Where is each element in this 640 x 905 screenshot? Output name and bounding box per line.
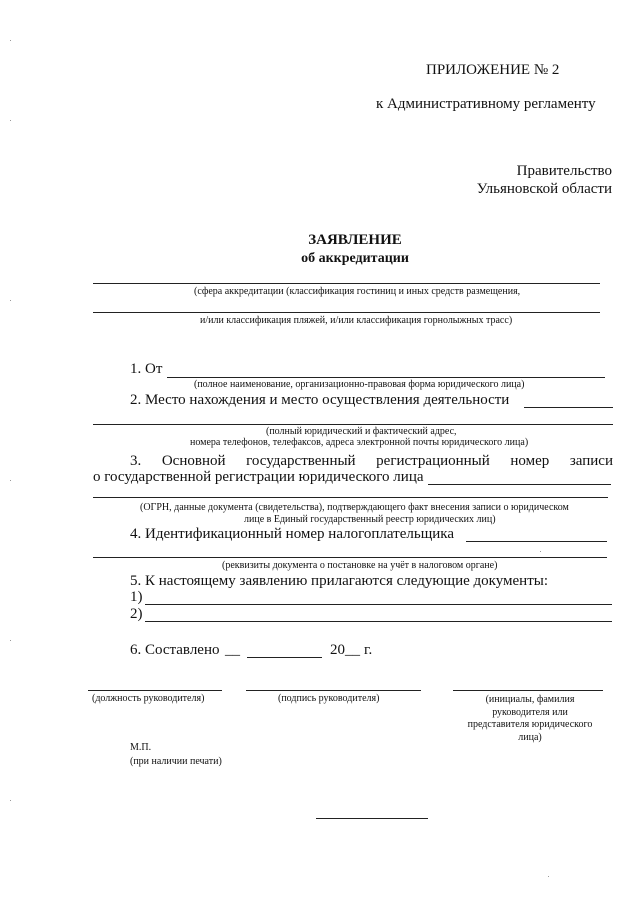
initials-caption-4: лица) xyxy=(518,732,542,743)
scan-dot xyxy=(10,40,11,41)
document-2-field[interactable] xyxy=(145,621,612,622)
ogrn-caption-1: (ОГРН, данные документа (свидетельства), подтверждающего факт внесения записи о юридическом xyxy=(140,502,569,513)
ogrn-label-1: 3. Основной государственный регистрационный номер записи xyxy=(130,453,613,469)
inn-field-2[interactable] xyxy=(93,557,607,558)
ogrn-field-1[interactable] xyxy=(428,484,611,485)
sphere-caption-1: (сфера аккредитации (классификация гостиниц и иных средств размещения, xyxy=(194,286,521,297)
appendix-number: ПРИЛОЖЕНИЕ № 2 xyxy=(426,62,560,78)
compiled-year-blank[interactable]: __ xyxy=(345,642,360,658)
ogrn-field-2[interactable] xyxy=(93,497,608,498)
ogrn-label-2: о государственной регистрации юридического лица xyxy=(93,469,424,485)
addressee-line-1: Правительство xyxy=(516,163,612,179)
signature-field[interactable] xyxy=(246,690,421,691)
ogrn-caption-2: лице в Единый государственный реестр юридических лиц) xyxy=(244,514,496,525)
documents-label: 5. К настоящему заявлению прилагаются следующие документы: xyxy=(130,573,549,589)
compiled-label: 6. Составлено xyxy=(130,642,220,658)
initials-field[interactable] xyxy=(453,690,603,691)
scan-dot xyxy=(10,300,11,301)
document-2-label: 2) xyxy=(130,606,143,622)
location-field-1[interactable] xyxy=(524,407,613,408)
footer-separator xyxy=(316,818,428,819)
document-subtitle: об аккредитации xyxy=(301,251,409,266)
stamp-condition: (при наличии печати) xyxy=(130,756,222,767)
sphere-field-line-1[interactable] xyxy=(93,283,600,284)
location-label: 2. Место нахождения и место осуществления деятельности xyxy=(130,392,510,408)
inn-label: 4. Идентификационный номер налогоплательщика xyxy=(130,526,455,542)
signature-caption: (подпись руководителя) xyxy=(278,693,380,704)
sphere-field-line-2[interactable] xyxy=(93,312,600,313)
regulation-reference: к Административному регламенту xyxy=(376,96,596,112)
scan-dot xyxy=(10,120,11,121)
document-1-label: 1) xyxy=(130,589,143,605)
location-field-2[interactable] xyxy=(93,424,613,425)
from-caption: (полное наименование, организационно-правовая форма юридического лица) xyxy=(194,379,525,390)
scan-dot xyxy=(548,876,549,877)
from-label: 1. От xyxy=(130,361,163,377)
from-field[interactable] xyxy=(167,377,605,378)
scan-dot xyxy=(10,480,11,481)
compiled-year-prefix: 20 xyxy=(330,642,345,658)
address-caption-2: номера телефонов, телефаксов, адреса электронной почты юридического лица) xyxy=(190,437,529,448)
stamp-label: М.П. xyxy=(130,742,152,753)
document-1-field[interactable] xyxy=(145,604,612,605)
initials-caption-2: руководителя или xyxy=(492,707,568,718)
scan-dot xyxy=(10,640,11,641)
scan-dot xyxy=(10,800,11,801)
compiled-year-suffix: г. xyxy=(364,642,373,658)
initials-caption-1: (инициалы, фамилия xyxy=(485,694,575,705)
position-field[interactable] xyxy=(88,690,222,691)
inn-caption: (реквизиты документа о постановке на учёт в налоговом органе) xyxy=(222,560,498,571)
scan-dot xyxy=(540,551,541,552)
compiled-day-blank[interactable]: __ xyxy=(225,642,240,658)
inn-field-1[interactable] xyxy=(466,541,607,542)
address-caption-1: (полный юридический и фактический адрес, xyxy=(266,426,457,437)
compiled-month-field[interactable] xyxy=(247,657,322,658)
sphere-caption-2: и/или классификация пляжей, и/или классификация горнолыжных трасс) xyxy=(200,315,513,326)
document-title: ЗАЯВЛЕНИЕ xyxy=(308,232,402,248)
addressee-line-2: Ульяновской области xyxy=(476,181,612,197)
initials-caption-3: представителя юридического xyxy=(467,719,593,730)
position-caption: (должность руководителя) xyxy=(92,693,205,704)
